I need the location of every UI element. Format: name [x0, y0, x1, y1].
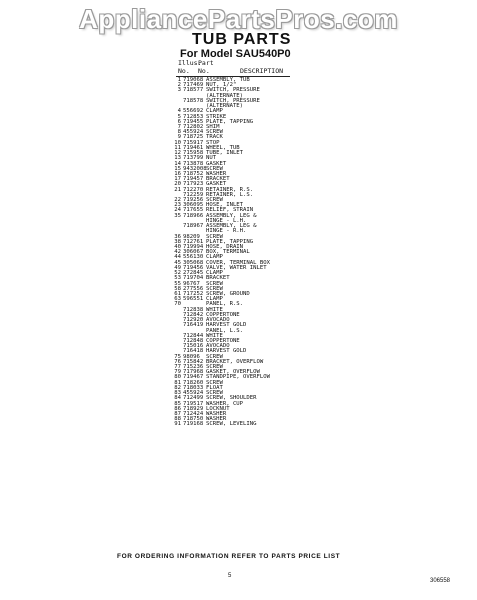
part-number: 718752 — [183, 170, 204, 177]
part-description: AVOCADO — [206, 317, 230, 324]
part-number: 9432008 — [183, 165, 207, 172]
part-description: PLATE, TAPPING — [206, 118, 254, 125]
part-number: 718967 — [183, 223, 204, 230]
part-description: SCREW, SHOULDER — [206, 395, 257, 402]
part-number: 556130 — [183, 254, 204, 261]
part-number: 306067 — [183, 249, 204, 256]
part-number: 596551 — [183, 296, 204, 303]
illus-number: 16 — [174, 170, 181, 177]
part-number: 712848 — [183, 337, 204, 344]
part-number: 717923 — [183, 181, 204, 188]
illus-number: 70 — [174, 301, 181, 308]
part-number: 712802 — [183, 123, 204, 130]
header-description: DESCRIPTION — [240, 67, 284, 75]
part-description: (ALTERNATE) — [206, 103, 244, 110]
part-number: 718750 — [183, 416, 204, 423]
header-illus-line1: Illus. — [178, 59, 202, 67]
part-description: STANDPIPE, OVERFLOW — [206, 374, 270, 381]
header-part-line1: Part — [198, 59, 214, 67]
part-number: 715236 — [183, 364, 204, 371]
part-description: SCREW — [206, 280, 223, 287]
illus-number: 82 — [174, 384, 181, 391]
part-description: WHEEL, TUB — [206, 144, 240, 151]
illus-number: 36 — [174, 233, 181, 240]
document-number: 306558 — [430, 578, 451, 584]
illus-number: 8 — [177, 129, 181, 136]
part-number: 718929 — [183, 405, 204, 412]
illus-number: 49 — [174, 264, 181, 271]
part-number: 277556 — [183, 285, 204, 292]
part-number: 98096 — [183, 353, 200, 360]
illus-number: 61 — [174, 290, 181, 297]
part-description: SCREW — [206, 390, 223, 397]
illus-number: 53 — [174, 275, 181, 282]
part-description: SCREW — [206, 233, 223, 240]
part-number: 719994 — [183, 244, 204, 250]
part-description: FLOAT — [206, 384, 223, 391]
part-number: 719068 — [183, 77, 204, 83]
illus-number: 84 — [174, 395, 181, 402]
part-description: SCREW — [206, 165, 223, 172]
part-description: SCREW, LEVELING — [206, 421, 257, 428]
part-number: 716419 — [183, 322, 204, 329]
part-number: 712499 — [183, 395, 204, 402]
illus-number: 5 — [177, 113, 181, 120]
part-description: GASKET, OVERFLOW — [206, 369, 260, 376]
part-number: 712424 — [183, 411, 204, 417]
illus-number: 76 — [174, 358, 181, 365]
part-number: 719456 — [183, 264, 204, 271]
part-description: GASKET — [206, 160, 227, 167]
part-description: WASHER — [206, 411, 227, 417]
part-description: CLAMP — [206, 270, 223, 277]
part-number: 306095 — [183, 202, 204, 209]
part-number: 715917 — [183, 139, 204, 146]
illus-number: 24 — [174, 207, 181, 214]
part-description: BRACKET, OVERFLOW — [206, 358, 264, 365]
part-number: 712844 — [183, 332, 204, 339]
illus-number: 13 — [174, 155, 181, 162]
illus-number: 7 — [177, 123, 181, 130]
part-description: STRIKE — [206, 113, 227, 120]
part-description: HOSE, DRAIN — [206, 244, 244, 250]
part-description: TRACK — [206, 134, 223, 141]
illus-number: 86 — [174, 405, 181, 412]
part-number: 719517 — [183, 400, 204, 407]
part-description: ASSEMBLY, TUB — [206, 77, 250, 83]
part-description: WHITE — [206, 332, 223, 339]
part-description: BRACKET — [206, 176, 230, 183]
part-number: 96767 — [183, 280, 200, 287]
illus-number: 52 — [174, 270, 181, 277]
part-description: RETAINER, L.S. — [206, 191, 254, 198]
part-number: 719461 — [183, 144, 204, 151]
part-number: 718577 — [183, 87, 204, 94]
part-number: 305068 — [183, 259, 204, 266]
part-number: 712761 — [183, 238, 204, 245]
part-number: 712270 — [183, 186, 204, 193]
part-number: 717968 — [183, 369, 204, 376]
illus-number: 80 — [174, 374, 181, 381]
part-description: WASHER — [206, 416, 227, 423]
illus-number: 85 — [174, 400, 181, 407]
part-description: (ALTERNATE) — [206, 92, 244, 99]
part-number: 719256 — [183, 197, 204, 204]
part-number: 455924 — [183, 129, 204, 136]
part-description: NUT, 1/2" — [206, 82, 237, 89]
illus-number: 12 — [174, 150, 181, 157]
part-description: SCREW, GROUND — [206, 290, 250, 297]
part-description: PANEL, R.S. — [206, 301, 244, 308]
illus-number: 91 — [174, 421, 181, 428]
page-title: TUB PARTS — [192, 31, 292, 48]
illus-number: 11 — [174, 144, 181, 151]
header-illus-no: No. — [178, 67, 190, 75]
part-row — [174, 422, 334, 427]
part-number: 719168 — [183, 421, 204, 428]
illus-number: 23 — [174, 202, 181, 209]
part-description: HARVEST GOLD — [206, 322, 247, 329]
part-number: 98209 — [183, 233, 200, 240]
illus-number: 63 — [174, 296, 181, 303]
part-description: ASSEMBLY, LEG & — [206, 223, 257, 230]
part-description: BOX, TERMINAL — [206, 249, 250, 256]
illus-number: 21 — [174, 186, 181, 193]
part-description: RETAINER, R.S. — [206, 186, 254, 193]
part-description: BRACKET — [206, 275, 230, 282]
part-number: 715958 — [183, 150, 204, 157]
header-part-no: No. — [198, 67, 210, 75]
part-description: STOP — [206, 139, 220, 146]
illus-number: 2 — [177, 82, 181, 89]
part-number: 718578 — [183, 97, 204, 104]
part-number: 719704 — [183, 275, 204, 282]
illus-number: 55 — [174, 280, 181, 287]
part-number: 718033 — [183, 384, 204, 391]
part-number: 712838 — [183, 306, 204, 313]
illus-number: 87 — [174, 411, 181, 417]
part-number: 717655 — [183, 207, 204, 214]
part-description: VALVE, WATER INLET — [206, 264, 267, 271]
illus-number: 77 — [174, 364, 181, 371]
part-number: 713878 — [183, 160, 204, 167]
part-number: 718260 — [183, 379, 204, 386]
part-description: CLAMP — [206, 108, 223, 115]
part-description: COPPERTONE — [206, 337, 240, 344]
part-number: 556692 — [183, 108, 204, 115]
part-number: 718966 — [183, 212, 204, 219]
part-number: 715016 — [183, 343, 204, 350]
part-description: NUT — [206, 155, 217, 162]
part-number: 716418 — [183, 348, 204, 355]
part-number: 719457 — [183, 176, 204, 183]
part-description: AVOCADO — [206, 343, 230, 350]
part-description: LOCKNUT — [206, 405, 230, 412]
part-description: GASKET — [206, 181, 227, 188]
illus-number: 6 — [177, 118, 181, 125]
part-description: SWITCH, PRESSURE — [206, 87, 260, 94]
illus-number: 20 — [174, 181, 181, 188]
part-description: TUBE, INLET — [206, 150, 244, 157]
part-description: SCREW — [206, 364, 223, 371]
illus-number: 35 — [174, 212, 181, 219]
part-number: 719467 — [183, 374, 204, 381]
part-description: SHIM — [206, 123, 220, 130]
part-description: COVER, TERMINAL BOX — [206, 259, 270, 266]
illus-number: 9 — [177, 134, 181, 141]
illus-number: 44 — [174, 254, 181, 261]
illus-number: 17 — [174, 176, 181, 183]
part-number: 717469 — [183, 82, 204, 89]
part-description: PANEL, L.S. — [206, 327, 244, 334]
part-number: 713799 — [183, 155, 204, 162]
illus-number: 10 — [174, 139, 181, 146]
part-number: 712920 — [183, 317, 204, 324]
illus-number: 38 — [174, 238, 181, 245]
illus-number: 14 — [174, 160, 181, 167]
part-number: 712259 — [183, 191, 204, 198]
part-number: 718725 — [183, 134, 204, 141]
part-description: HINGE - R.H. — [206, 228, 247, 235]
model-subtitle: For Model SAU540P0 — [180, 48, 291, 60]
illus-number: 45 — [174, 259, 181, 266]
part-description: HARVEST GOLD — [206, 348, 247, 355]
parts-list — [174, 78, 334, 428]
illus-number: 75 — [174, 353, 181, 360]
part-description: PLATE, TAPPING — [206, 238, 254, 245]
part-number: 272845 — [183, 270, 204, 277]
part-description: COPPERTONE — [206, 311, 240, 318]
ordering-note: FOR ORDERING INFORMATION REFER TO PARTS PRICE LIST — [117, 553, 341, 560]
site-watermark: AppliancePartsPros.com — [79, 4, 398, 34]
part-description: HINGE - L.H. — [206, 217, 247, 224]
part-description: HOSE, INLET — [206, 202, 244, 209]
illus-number: 1 — [177, 77, 181, 83]
illus-number: 42 — [174, 249, 181, 256]
part-number: 719455 — [183, 118, 204, 125]
illus-number: 22 — [174, 197, 181, 204]
part-description: SWITCH, PRESSURE — [206, 97, 260, 104]
part-number: 455924 — [183, 390, 204, 397]
part-description: WASHER — [206, 170, 227, 177]
part-description: RELIEF, STRAIN — [206, 207, 254, 214]
part-description: SCREW — [206, 379, 223, 386]
illus-number: 40 — [174, 244, 181, 250]
illus-number: 4 — [177, 108, 181, 115]
part-number: 712842 — [183, 311, 204, 318]
part-description: CLAMP — [206, 296, 223, 303]
part-description: WHITE — [206, 306, 223, 313]
part-description: SCREW — [206, 353, 223, 360]
page-number: 5 — [228, 573, 232, 579]
part-description: WASHER, CUP — [206, 400, 244, 407]
illus-number: 83 — [174, 390, 181, 397]
part-description: SCREW — [206, 285, 223, 292]
part-description: SCREW — [206, 129, 223, 136]
part-description: SCREW — [206, 197, 223, 204]
illus-number: 81 — [174, 379, 181, 386]
part-number: 712853 — [183, 113, 204, 120]
part-description: CLAMP — [206, 254, 223, 261]
illus-number: 79 — [174, 369, 181, 376]
illus-number: 15 — [174, 165, 181, 172]
illus-number: 88 — [174, 416, 181, 423]
part-number: 717252 — [183, 290, 204, 297]
part-number: 715842 — [183, 358, 204, 365]
illus-number: 58 — [174, 285, 181, 292]
illus-number: 3 — [177, 87, 181, 94]
part-description: ASSEMBLY, LEG & — [206, 212, 257, 219]
